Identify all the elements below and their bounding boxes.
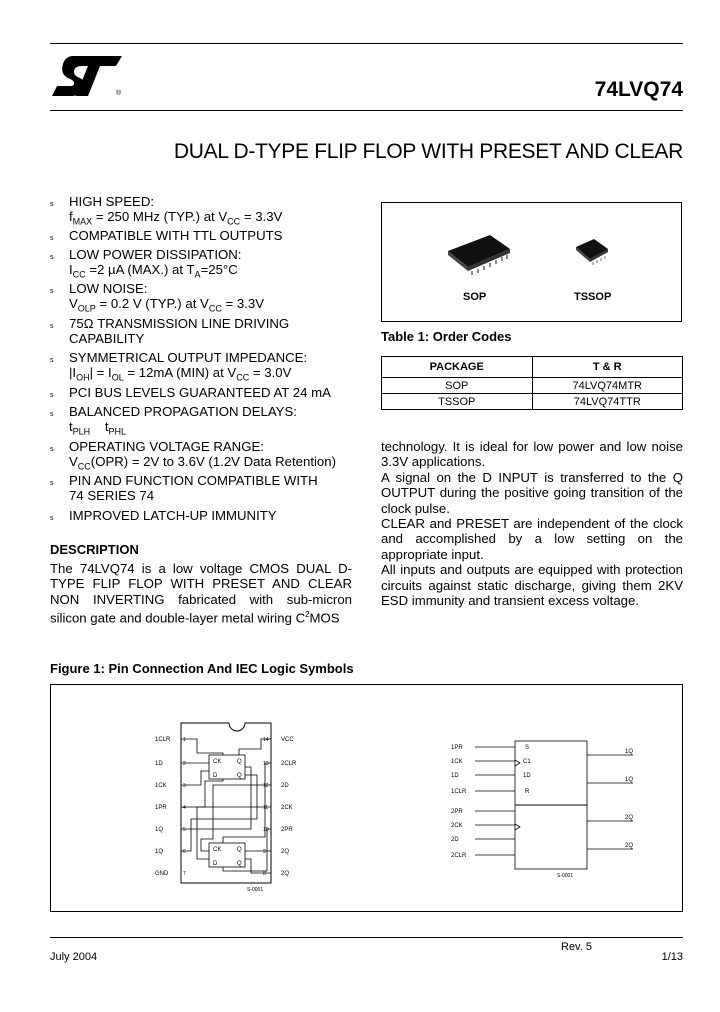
order-codes-table [381, 356, 683, 410]
package-box [381, 202, 682, 322]
tssop-package-image [572, 235, 612, 271]
svg-text:1CK: 1CK [451, 759, 463, 765]
feature-item: s PIN AND FUNCTION COMPATIBLE WITH 74 SERIES 74 [50, 473, 318, 504]
svg-text:2CK: 2CK [451, 823, 463, 829]
svg-text:2CLR: 2CLR [451, 853, 467, 859]
svg-text:S-0001: S-0001 [247, 887, 264, 893]
svg-text:D: D [213, 773, 218, 779]
page-number: 1/13 [661, 951, 683, 963]
sop-label: SOP [463, 291, 487, 303]
svg-text:2PR: 2PR [451, 809, 463, 815]
table-row [382, 394, 683, 410]
footer-rule [50, 937, 683, 938]
svg-text:CK: CK [213, 759, 222, 765]
pin-connection-diagram [151, 719, 351, 893]
feature-item: s PCI BUS LEVELS GUARANTEED AT 24 mA [50, 385, 331, 400]
svg-text:D: D [213, 861, 218, 867]
table-cell: SOP [382, 378, 533, 394]
svg-text:Q: Q [237, 773, 242, 779]
feature-item: s OPERATING VOLTAGE RANGE: $V_{CC}(OPR) = 2V$ to 3.6V (1.2V Data Retention) [50, 439, 336, 473]
pin-label-left: 1PR [155, 805, 167, 811]
pin-label-right: 2Q [281, 849, 290, 855]
sop-package-image [444, 231, 514, 277]
part-number: 74LVQ74 [594, 78, 683, 101]
feature-item: s IMPROVED LATCH-UP IMMUNITY [50, 508, 277, 523]
order-table-caption: Table 1: Order Codes [381, 329, 512, 344]
svg-text:2Q: 2Q [625, 815, 634, 821]
svg-text:CK: CK [213, 847, 222, 853]
svg-text:5: 5 [183, 827, 186, 833]
description-left: The 74LVQ74 is a low voltage CMOS DUAL D-TYPE FLIP FLOP WITH PRESET AND CLEAR NON INVERTING fabricated with sub-micron silicon gate and double-layer metal wiring $C^2MOS$ [50, 561, 352, 626]
feature-item: s BALANCED PROPAGATION DELAYS: $t_{PLH}$ $t_{PHL}$ [50, 404, 297, 438]
pin-label-right: 2PR [281, 827, 293, 833]
svg-text:1Q: 1Q [625, 749, 634, 755]
svg-text:9: 9 [263, 849, 266, 855]
pin-label-right: 2CK [281, 805, 293, 811]
svg-text:1: 1 [183, 737, 186, 743]
svg-text:C1: C1 [523, 759, 531, 765]
svg-text:2: 2 [183, 761, 186, 767]
table-row [382, 378, 683, 394]
svg-text:S: S [525, 745, 530, 751]
feature-item: s LOW POWER DISSIPATION: $I_{CC} =2$ µA (MAX.) at $T_A=25^\circ C$ [50, 247, 242, 281]
pin-label-right: VCC [281, 737, 294, 743]
svg-text:7: 7 [183, 871, 186, 877]
svg-text:14: 14 [263, 737, 269, 743]
pin-label-left: 1D [155, 761, 163, 767]
svg-text:13: 13 [263, 761, 269, 767]
svg-text:1PR: 1PR [451, 745, 463, 751]
svg-text:3: 3 [183, 783, 186, 789]
svg-text:10: 10 [263, 827, 269, 833]
figure-box [50, 684, 683, 912]
table-cell: TSSOP [382, 394, 533, 410]
svg-text:12: 12 [263, 783, 269, 789]
pin-label-left: GND [155, 871, 169, 877]
header-rule [50, 110, 683, 111]
table-cell: 74LVQ74TTR [532, 394, 683, 410]
table-header: PACKAGE [382, 357, 533, 378]
feature-item: s LOW NOISE: $V_{OLP} = 0.2$ V (TYP.) at $V_{CC} = 3.3V$ [50, 281, 264, 315]
svg-text:4: 4 [183, 805, 186, 811]
svg-text:1CLR: 1CLR [451, 789, 467, 795]
top-rule [50, 43, 683, 44]
feature-item: s HIGH SPEED: $f_{MAX} = 250$ MHz (TYP.) at $V_{CC} = 3.3V$ [50, 194, 283, 228]
svg-text:Q: Q [237, 759, 242, 765]
svg-text:Q: Q [237, 861, 242, 867]
svg-text:1Q: 1Q [625, 777, 634, 783]
svg-text:1D: 1D [523, 773, 531, 779]
feature-item: s 75Ω TRANSMISSION LINE DRIVING CAPABILITY [50, 316, 290, 347]
svg-text:R: R [525, 789, 530, 795]
svg-text:11: 11 [263, 805, 269, 811]
tssop-label: TSSOP [574, 291, 612, 303]
pin-label-left: 1Q [155, 849, 164, 855]
svg-text:S-0001: S-0001 [557, 873, 574, 879]
revision: Rev. 5 [561, 941, 592, 953]
pin-label-right: 2CLR [281, 761, 297, 767]
registered-mark: ® [116, 90, 122, 97]
svg-text:2D: 2D [451, 837, 459, 843]
description-heading: DESCRIPTION [50, 542, 139, 557]
feature-item: s COMPATIBLE WITH TTL OUTPUTS [50, 228, 283, 243]
document-title: DUAL D-TYPE FLIP FLOP WITH PRESET AND CLEAR [173, 140, 683, 163]
pin-label-right: 2Q [281, 871, 290, 877]
svg-text:6: 6 [183, 849, 186, 855]
pin-label-right: 2D [281, 783, 289, 789]
footer-date: July 2004 [50, 951, 98, 963]
iec-logic-symbol [445, 731, 645, 881]
table-header-row [382, 357, 683, 378]
feature-item: s SYMMETRICAL OUTPUT IMPEDANCE: $|I_{OH}| = I_{OL} = 12mA$ (MIN) at $V_{CC} = 3.0V$ [50, 350, 308, 384]
table-header: T & R [532, 357, 683, 378]
table-cell: 74LVQ74MTR [532, 378, 683, 394]
svg-text:Q: Q [237, 847, 242, 853]
description-right: technology. It is ideal for low power and low noise 3.3V applications. A signal on the D INPUT is transferred to the Q OUTPUT during the positive going transition of the clock pulse. CLEAR and PRESET are independent of the clock and accomplished by a low setting on the appropriate input. All inputs and outputs are equipped with protection circuits against static discharge, giving them 2KV ESD immunity and transient excess voltage. [381, 439, 683, 609]
svg-text:1D: 1D [451, 773, 459, 779]
figure-caption: Figure 1: Pin Connection And IEC Logic Symbols [50, 661, 354, 676]
pin-label-left: 1CLR [155, 737, 171, 743]
pin-label-left: 1CK [155, 783, 167, 789]
svg-text:2Q: 2Q [625, 843, 634, 849]
svg-text:8: 8 [263, 871, 266, 877]
pin-label-left: 1Q [155, 827, 164, 833]
